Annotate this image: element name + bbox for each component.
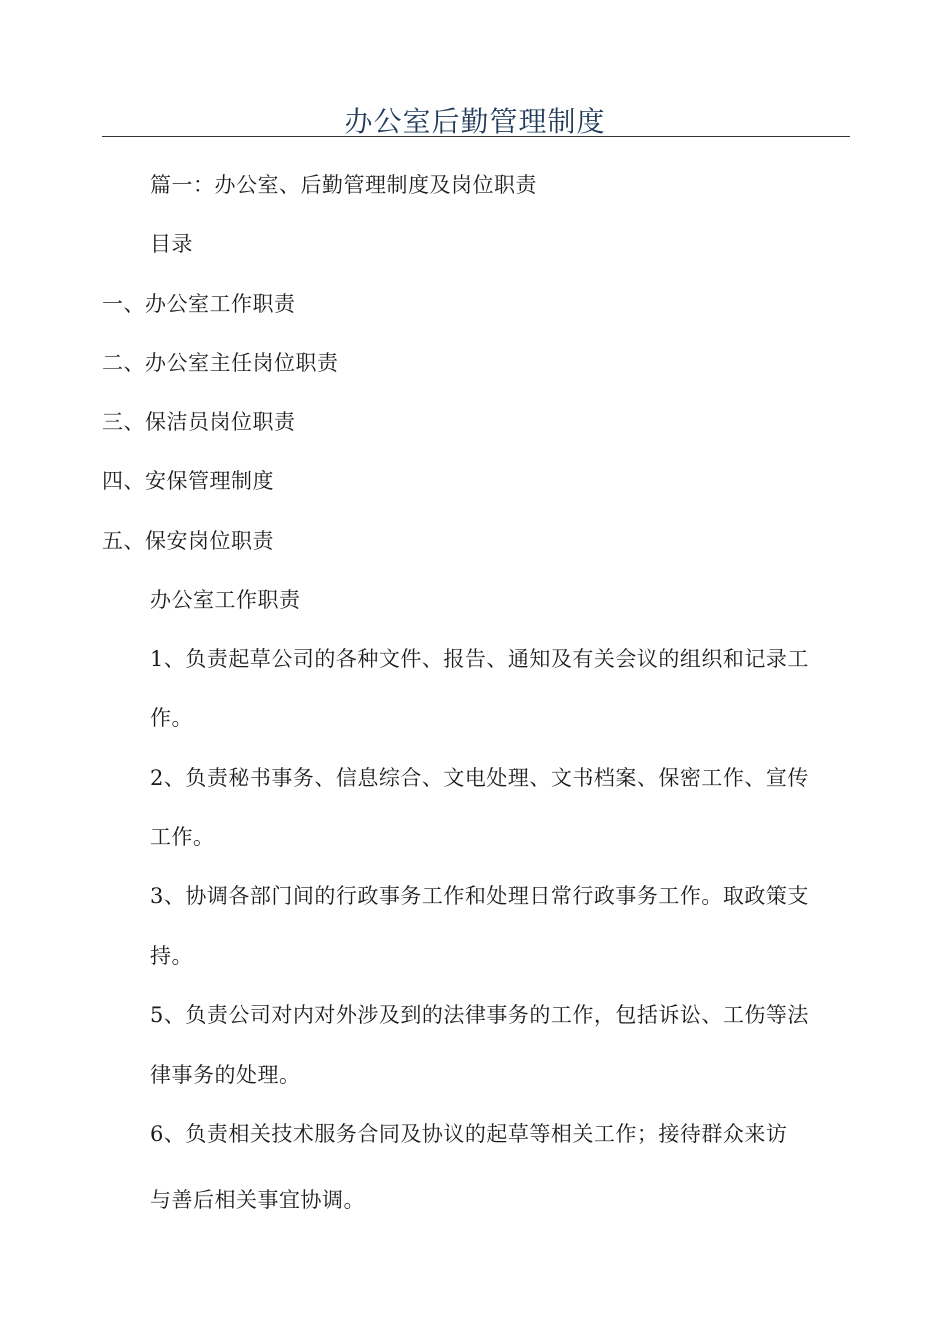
paragraph-line: 5、负责公司对内对外涉及到的法律事务的工作，包括诉讼、工伤等法 bbox=[150, 1003, 809, 1027]
toc-item: 三、保洁员岗位职责 bbox=[102, 410, 296, 434]
paragraph-line: 作。 bbox=[150, 706, 193, 730]
paragraph-line: 6、负责相关技术服务合同及协议的起草等相关工作；接待群众来访 bbox=[150, 1122, 788, 1146]
part-heading: 篇一：办公室、后勤管理制度及岗位职责 bbox=[150, 173, 537, 197]
toc-item: 二、办公室主任岗位职责 bbox=[102, 351, 339, 375]
toc-label: 目录 bbox=[150, 232, 193, 256]
paragraph-line: 律事务的处理。 bbox=[150, 1063, 301, 1087]
title-underline bbox=[102, 136, 850, 137]
toc-item: 五、保安岗位职责 bbox=[102, 529, 274, 553]
paragraph-line: 3、协调各部门间的行政事务工作和处理日常行政事务工作。取政策支 bbox=[150, 884, 809, 908]
paragraph-line: 工作。 bbox=[150, 825, 215, 849]
toc-item: 一、办公室工作职责 bbox=[102, 292, 296, 316]
paragraph-line: 持。 bbox=[150, 944, 193, 968]
paragraph-line: 与善后相关事宜协调。 bbox=[150, 1188, 365, 1212]
section-heading: 办公室工作职责 bbox=[150, 588, 301, 612]
paragraph-line: 2、负责秘书事务、信息综合、文电处理、文书档案、保密工作、宣传 bbox=[150, 766, 809, 790]
paragraph-line: 1、负责起草公司的各种文件、报告、通知及有关会议的组织和记录工 bbox=[150, 647, 809, 671]
toc-item: 四、安保管理制度 bbox=[102, 469, 274, 493]
page-title: 办公室后勤管理制度 bbox=[344, 105, 606, 138]
